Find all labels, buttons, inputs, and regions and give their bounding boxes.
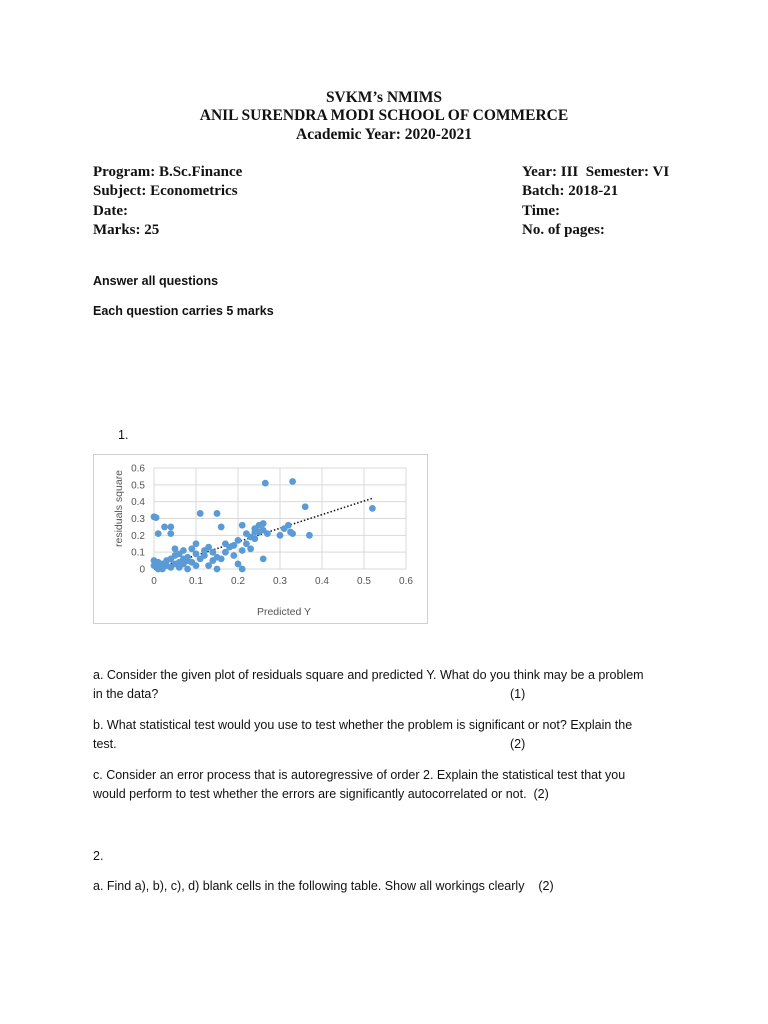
subject-label: Subject: Econometrics [93,183,238,199]
x-tick-label: 0.4 [315,576,329,587]
batch-label: Batch: 2018-21 [522,183,619,199]
scatter-point [285,522,292,529]
scatter-point [218,524,225,531]
x-tick-label: 0.2 [231,576,245,587]
x-axis-label: Predicted Y [256,606,312,618]
y-tick-label: 0.6 [131,463,145,475]
question-1-number: 1. [118,428,129,442]
scatter-point [251,535,258,542]
instruction-marks: Each question carries 5 marks [93,304,274,318]
scatter-point [251,529,258,536]
scatter-point [161,524,168,531]
scatter-point [176,564,183,571]
scatter-point [369,505,376,512]
year-semester-label: Year: III Semester: VI [522,164,670,180]
scatter-point [302,503,309,510]
scatter-point [260,556,267,563]
scatter-point [239,547,246,554]
scatter-point [277,532,284,539]
scatter-point [180,547,187,554]
question-1b-text: b. What statistical test would you use to test whether the problem is significant or not? Explain the [93,718,633,732]
institution-name: SVKM’s NMIMS [325,89,443,106]
question-1a-marks: (1) [510,687,526,701]
scatter-point [167,524,174,531]
scatter-point [184,566,191,573]
scatter-point [197,510,204,517]
x-tick-label: 0 [151,576,157,587]
program-label: Program: B.Sc.Finance [93,164,243,180]
scatter-point [239,566,246,573]
time-label: Time: [522,203,561,219]
scatter-point [239,522,246,529]
question-1a-text-cont: in the data? [93,687,159,701]
question-1b-text-cont: test. [93,737,117,751]
scatter-point [264,530,271,537]
scatter-point [155,530,162,537]
scatter-point [193,562,200,569]
scatter-point [167,530,174,537]
scatter-point [214,566,221,573]
y-axis-label: residuals square [113,469,125,548]
question-1c-text: c. Consider an error process that is autoregressive of order 2. Explain the statistical test that you [93,768,626,782]
instruction-answer-all: Answer all questions [93,274,219,288]
scatter-point [235,537,242,544]
marks-label: Marks: 25 [93,222,160,238]
scatter-point [218,556,225,563]
scatter-point [260,520,267,527]
y-tick-label: 0 [139,564,145,576]
date-label: Date: [93,203,128,219]
question-1a-text: a. Consider the given plot of residuals square and predicted Y. What do you think may be a problem [93,668,644,682]
scatter-point [262,480,269,487]
y-tick-label: 0.4 [131,497,145,509]
scatter-point [230,552,237,559]
academic-year: Academic Year: 2020-2021 [296,126,472,143]
scatter-point [247,545,254,552]
x-tick-label: 0.1 [189,576,203,587]
y-tick-label: 0.1 [131,547,145,559]
x-tick-label: 0.5 [357,576,371,587]
question-2-number: 2. [93,849,104,863]
scatter-point [306,532,313,539]
scatter-point [289,478,296,485]
y-tick-label: 0.5 [131,480,145,492]
scatter-point [159,566,166,573]
y-tick-label: 0.3 [131,514,145,525]
scatter-point [151,562,158,569]
scatter-chart [93,454,428,624]
question-2a-text: a. Find a), b), c), d) blank cells in the following table. Show all workings clearly (2) [93,879,554,893]
scatter-point [289,530,296,537]
scatter-chart-svg [94,455,427,623]
question-1b-marks: (2) [510,737,526,751]
scatter-point [193,540,200,547]
y-tick-label: 0.2 [131,530,145,542]
x-tick-label: 0.6 [399,576,413,587]
x-tick-label: 0.3 [273,576,287,587]
question-1c-text-cont: would perform to test whether the errors are significantly autocorrelated or not. (2) [93,787,549,801]
school-name: ANIL SURENDRA MODI SCHOOL OF COMMERCE [199,107,569,124]
scatter-point [214,510,221,517]
scatter-point [201,552,208,559]
pages-label: No. of pages: [522,222,605,238]
scatter-point [153,514,160,521]
